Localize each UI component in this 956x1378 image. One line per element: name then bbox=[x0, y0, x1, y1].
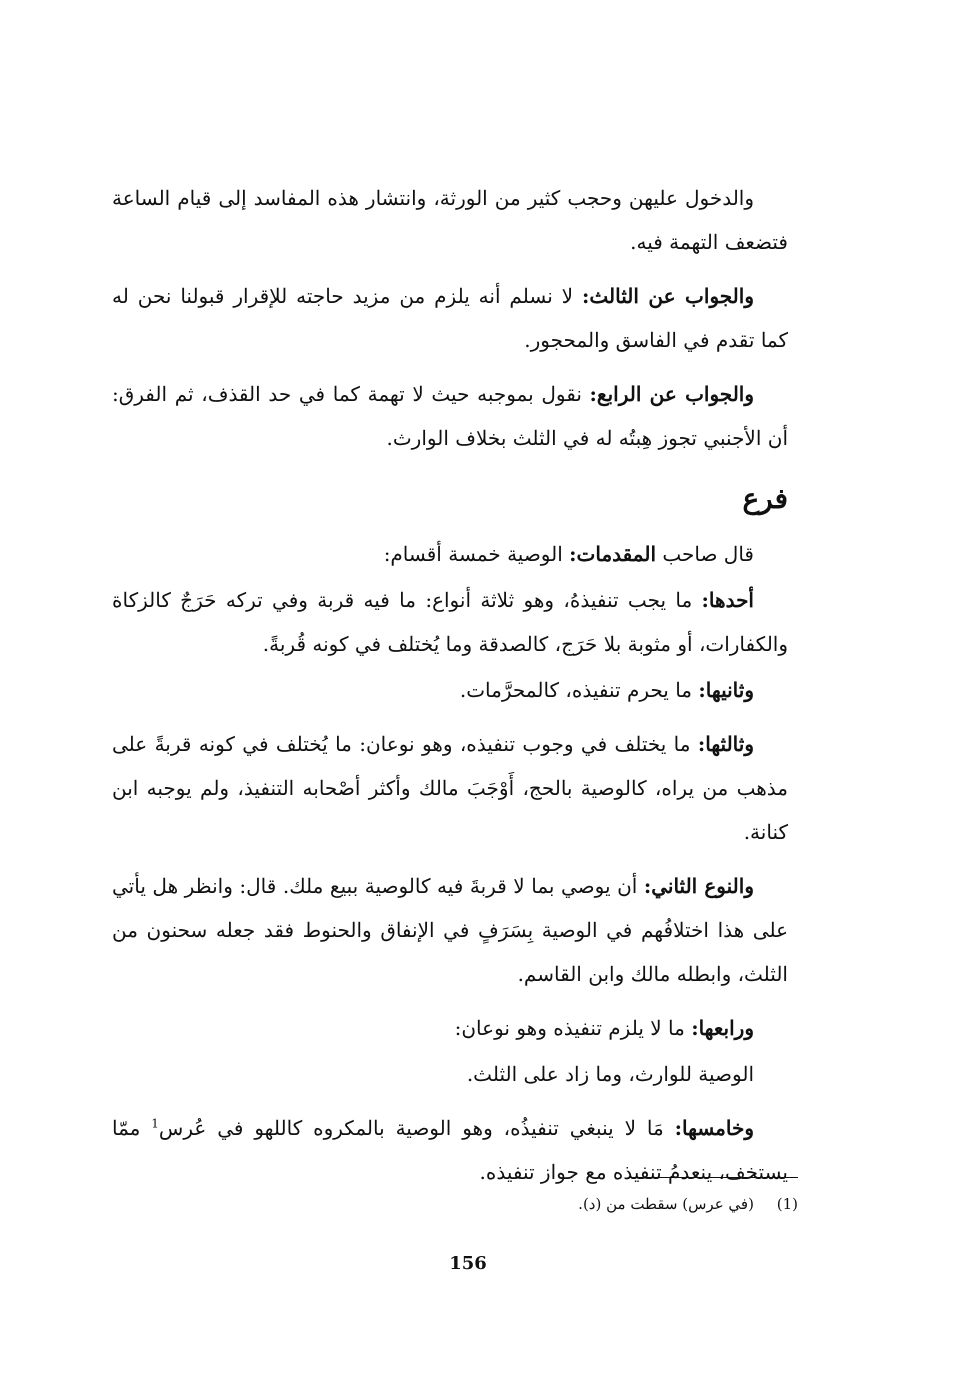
paragraph-fifth bbox=[112, 1106, 788, 1194]
paragraph-text-after: ممّا يستخف، ينعدمُ تنفيذه مع جواز تنفيذه. bbox=[112, 1116, 788, 1184]
paragraph-text: أن يوصي بما لا قربةَ فيه كالوصية ببيع ملك. قال: وانظر هل يأتي على هذا اختلافُهم في الوصية بِسَرَفٍ في الإنفاق والحنوط فقد جعله سحنون من الثلث، وابطله مالك وابن القاسم. bbox=[112, 874, 788, 986]
footnote-number: (1) bbox=[776, 1195, 798, 1213]
paragraph-text: ما لا يلزم تنفيذه وهو نوعان: bbox=[454, 1016, 692, 1040]
paragraph-lead: والجواب عن الرابع: bbox=[589, 382, 755, 406]
paragraph-text: ما يجب تنفيذهُ، وهو ثلاثة أنواع: ما فيه قربة وفي تركه حَرَجٌ كالزكاة والكفارات، أو مثوبة بلا حَرَج، كالصدقة وما يُختلف في كونه قُربةً. bbox=[112, 588, 788, 656]
section-heading: فرع bbox=[742, 482, 788, 515]
footnote-text: (في عرس) سقطت من (د). bbox=[578, 1195, 754, 1213]
paragraph-text: مَا لا ينبغي تنفيذُه، وهو الوصية بالمكروه كاللهو في عُرس bbox=[158, 1116, 675, 1140]
paragraph-text: لا نسلم أنه يلزم من مزيد حاجته للإقرار قبولنا نحن له كما تقدم في الفاسق والمحجور. bbox=[112, 284, 788, 352]
paragraph-text-after: الوصية خمسة أقسام: bbox=[383, 542, 570, 566]
paragraph-third bbox=[112, 722, 788, 854]
paragraph-answer-fourth bbox=[112, 372, 788, 460]
main-text bbox=[112, 176, 788, 1204]
paragraph-lead: والجواب عن الثالث: bbox=[581, 284, 754, 308]
paragraph-lead: ورابعها: bbox=[691, 1016, 754, 1040]
paragraph-lead: أحدها: bbox=[701, 588, 754, 612]
paragraph-answer-third bbox=[112, 274, 788, 362]
paragraph-second bbox=[112, 668, 788, 712]
paragraph-text: والدخول عليهن وحجب كثير من الورثة، وانتشار هذه المفاسد إلى قيام الساعة فتضعف التهمة فيه. bbox=[112, 186, 788, 254]
paragraph-text: ما يختلف في وجوب تنفيذه، وهو نوعان: ما يُختلف في كونه قربةً على مذهب من يراه، كالوصية بالحج، أَوْجَبَ مالك وأكثر أصْحابه التنفيذ، ولم يوجبه ابن كنانة. bbox=[112, 732, 788, 844]
paragraph-fourth bbox=[112, 1006, 788, 1050]
page-number: 156 bbox=[449, 1253, 487, 1274]
paragraph-lead: وثالثها: bbox=[697, 732, 754, 756]
paragraph-intro bbox=[112, 532, 788, 576]
footnote bbox=[400, 1190, 798, 1218]
footnote-divider bbox=[630, 1177, 798, 1178]
paragraph-text: الوصية للوارث، وما زاد على الثلث. bbox=[466, 1062, 754, 1086]
paragraph-text: قال صاحب bbox=[656, 542, 754, 566]
paragraph-first bbox=[112, 578, 788, 666]
paragraph-text: ما يحرم تنفيذه، كالمحرَّمات. bbox=[459, 678, 699, 702]
paragraph-lead: المقدمات: bbox=[569, 542, 657, 566]
paragraph-lead: وخامسها: bbox=[674, 1116, 754, 1140]
paragraph-lead: والنوع الثاني: bbox=[643, 874, 754, 898]
paragraph-second-type bbox=[112, 864, 788, 996]
footnote-reference[interactable]: 1 bbox=[151, 1116, 159, 1131]
paragraph-text: نقول بموجبه حيث لا تهمة كما في حد القذف، ثم الفرق: أن الأجنبي تجوز هِبتُه له في الثلث بخلاف الوارث. bbox=[112, 382, 788, 450]
paragraph-fourth-types bbox=[112, 1052, 788, 1096]
paragraph-continuation bbox=[112, 176, 788, 264]
paragraph-lead: وثانيها: bbox=[698, 678, 754, 702]
